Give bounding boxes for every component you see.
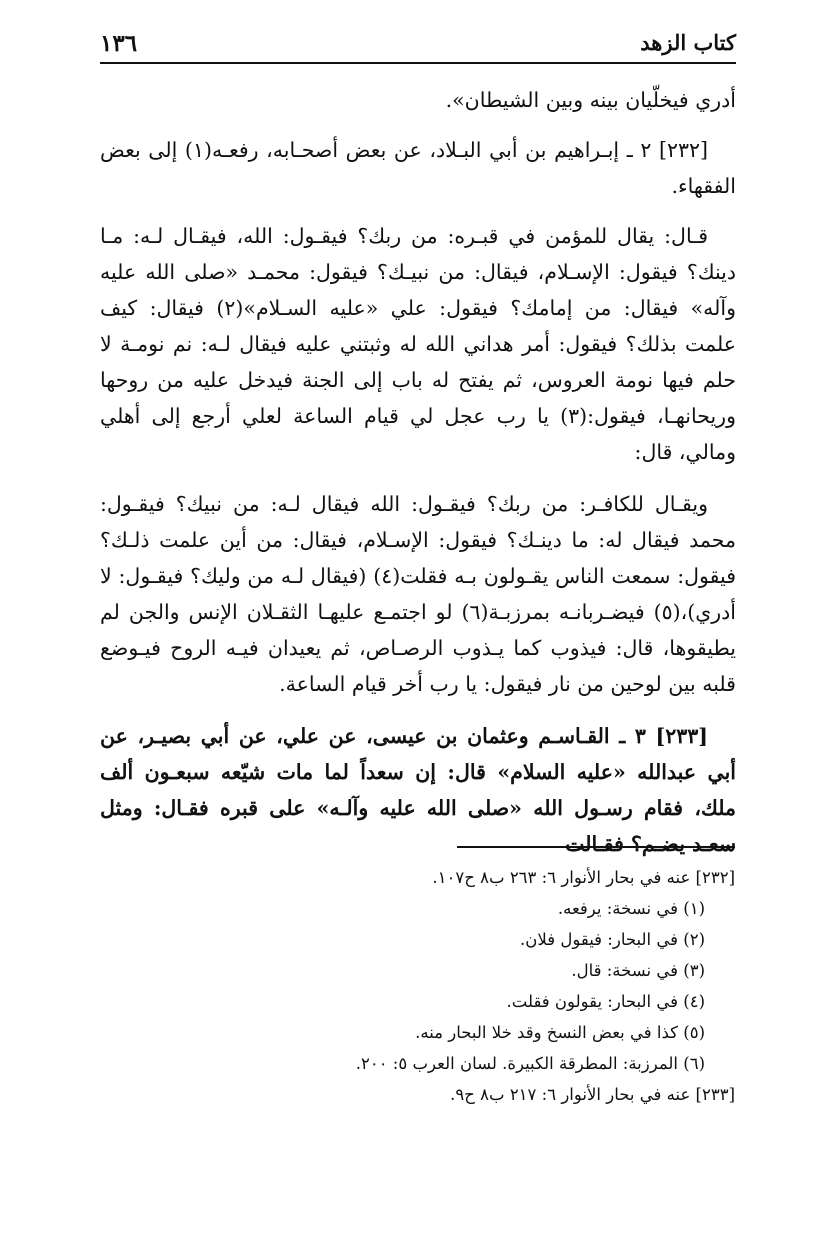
- footnote-6: (٦) المرزبة: المطرقة الكبيرة. لسان العرب ٥: ٢٠٠.: [355, 1054, 705, 1073]
- footnote-source-233: [٢٣٣] عنه في بحار الأنوار ٦: ٢١٧ ب٨ ح٩.: [450, 1085, 735, 1104]
- page-number: ١٣٦: [100, 30, 138, 57]
- footnote-source-232: [٢٣٢] عنه في بحار الأنوار ٦: ٢٦٣ ب٨ ح١٠٧.: [432, 868, 735, 887]
- main-text: [100, 82, 736, 876]
- footnotes: [305, 862, 735, 1110]
- page-header: [100, 28, 736, 62]
- footnote-5: (٥) كذا في بعض النسخ وقد خلا البحار منه.: [415, 1023, 705, 1042]
- footnote-4: (٤) في البحار: يقولون فقلت.: [506, 992, 705, 1011]
- paragraph-continuation: أدري فيخلّيان بينه وبين الشيطان».: [445, 88, 736, 112]
- header-divider: [100, 62, 736, 64]
- hadith-233-text: [٢٣٣] ٣ ـ القـاسـم وعثمان بن عيسى، عن علي، عن أبي بصيـر، عن أبي عبدالله «عليه السلام» قال: إن سعداً لما مات شيّعه سبعـون ألف ملك، فقام رسـول الله «صلى الله عليه وآلـه» على قبره فقـال: ومثل سعـد يضـم؟ فقـالت: [100, 724, 736, 856]
- running-title: كتاب الزهد: [640, 30, 736, 55]
- hadith-232-disbeliever-text: ويقـال للكافـر: من ربك؟ فيقـول: الله فيقال لـه: من نبيك؟ فيقـول: محمد فيقال له: ما دينـك؟ فيقول: الإسـلام، فيقال: من أين علمت ذلـك؟ فيقول: سمعت الناس يقـولون بـه فقلت(٤) (فيقال لـه من وليك؟ فيقـول: لا أدري)،(٥) فيضـربانـه بمرزبـة(٦) لو اجتمـع عليهـا الثقـلان الإنس والجن لم يطيقوها، قال: فيذوب كما يـذوب الرصـاص، ثم يعيدان فيـه الروح فيـوضع قلبه بين لوحين من نار فيقول: يا رب أخر قيام الساعة.: [100, 492, 736, 696]
- footnote-divider: [457, 846, 735, 848]
- footnote-2: (٢) في البحار: فيقول فلان.: [520, 930, 705, 949]
- hadith-232-believer-text: قـال: يقال للمؤمن في قبـره: من ربك؟ فيقـول: الله، فيقـال لـه: مـا دينك؟ فيقول: الإسـلام، فيقال: من نبيـك؟ فيقول: محمـد «صلى الله عليه وآله» فيقال: من إمامك؟ فيقول: علي «عليه السـلام»(٢) فيقال: كيف علمت بذلك؟ فيقول: أمر هداني الله له وثبتني عليه فيقال لـه: نم نومـة لا حلم فيها نومة العروس، ثم يفتح له باب إلى الجنة فيدخل عليه من روحها وريحانهـا، فيقول:(٣) يا رب عجل لي قيام الساعة لعلي أرجع إلى أهلي ومالي، قال:: [100, 224, 736, 464]
- footnote-1: (١) في نسخة: يرفعه.: [557, 899, 705, 918]
- hadith-232-chain: [٢٣٢] ٢ ـ إبـراهيم بن أبي البـلاد، عن بعض أصحـابه، رفعـه(١) إلى بعض الفقهاء.: [100, 138, 736, 198]
- footnote-3: (٣) في نسخة: قال.: [571, 961, 705, 980]
